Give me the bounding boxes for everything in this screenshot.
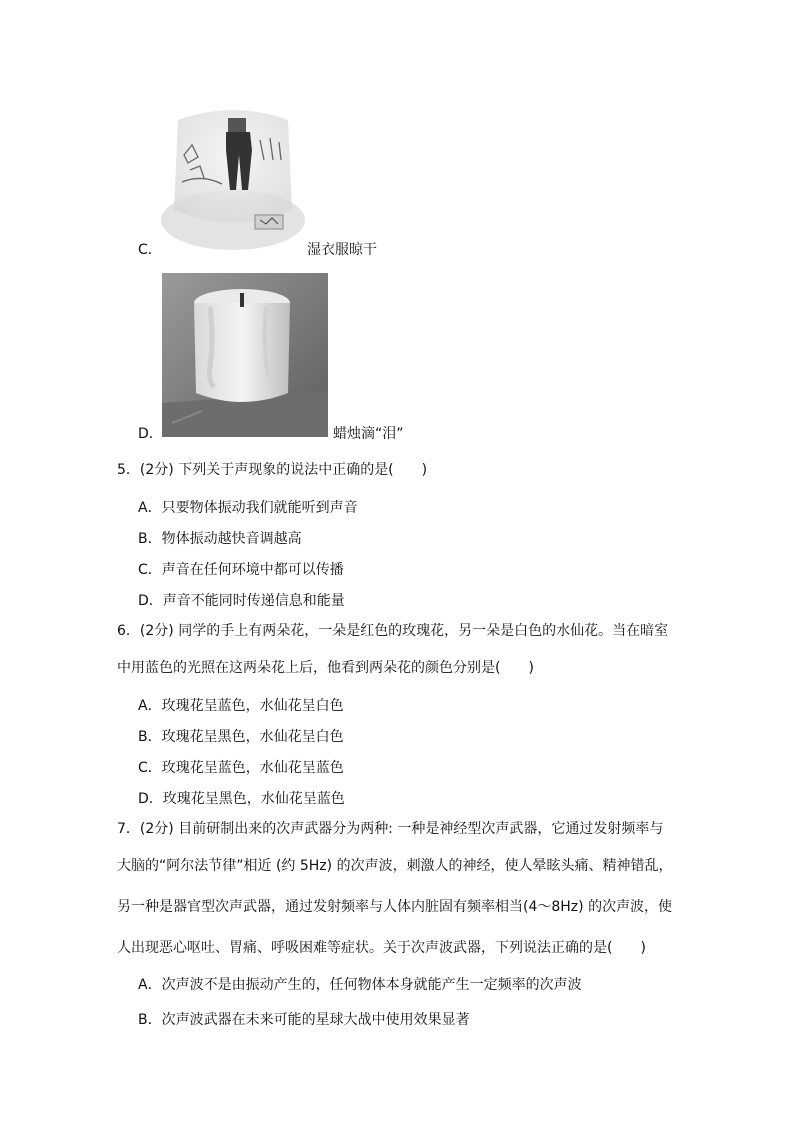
photo-wet-clothes-drying	[160, 100, 306, 252]
question-6-option-b: B．玫瑰花呈黑色，水仙花呈白色	[138, 729, 344, 745]
question-6-option-d: D．玫瑰花呈黑色，水仙花呈蓝色	[138, 791, 345, 807]
question-6-stem-line-2: 中用蓝色的光照在这两朵花上后，他看到两朵花的颜色分别是( )	[117, 660, 534, 676]
photo-candle-dripping	[162, 273, 328, 437]
question-7-stem-line-4: 人出现恶心呕吐、胃痛、呼吸困难等症状。关于次声波武器，下列说法正确的是( )	[117, 940, 646, 956]
question-6-option-c: C．玫瑰花呈蓝色，水仙花呈蓝色	[138, 760, 344, 776]
question-7-option-a: A．次声波不是由振动产生的，任何物体本身就能产生一定频率的次声波	[138, 977, 582, 993]
question-5-option-c: C．声音在任何环境中都可以传播	[138, 562, 344, 578]
question-5-option-d: D．声音不能同时传递信息和能量	[138, 593, 345, 609]
option-d-caption: 蜡烛滴“泪”	[333, 426, 404, 442]
question-5-option-b: B．物体振动越快音调越高	[138, 531, 302, 547]
option-d-letter: D．	[138, 426, 163, 442]
option-c-caption: 湿衣服晾干	[307, 242, 377, 258]
option-c-letter: C．	[138, 242, 162, 258]
question-6-stem-line-1: 6．(2分) 同学的手上有两朵花，一朵是红色的玫瑰花，另一朵是白色的水仙花。当在暗室	[117, 623, 669, 639]
question-5-option-a: A．只要物体振动我们就能听到声音	[138, 500, 358, 516]
question-7-stem-line-3: 另一种是器官型次声武器，通过发射频率与人体内脏固有频率相当(4～8Hz) 的次声波，使	[117, 899, 673, 915]
question-7-stem-line-1: 7．(2分) 目前研制出来的次声武器分为两种: 一种是神经型次声武器，它通过发射频率与	[117, 821, 664, 837]
question-7-stem-line-2: 大脑的“阿尔法节律”相近 (约 5Hz) 的次声波，刺激人的神经，使人晕眩头痛、精神错乱，	[117, 858, 673, 874]
question-5-stem: 5．(2分) 下列关于声现象的说法中正确的是( )	[117, 462, 428, 478]
question-6-option-a: A．玫瑰花呈蓝色，水仙花呈白色	[138, 698, 344, 714]
question-7-option-b: B．次声波武器在未来可能的星球大战中使用效果显著	[138, 1012, 470, 1028]
